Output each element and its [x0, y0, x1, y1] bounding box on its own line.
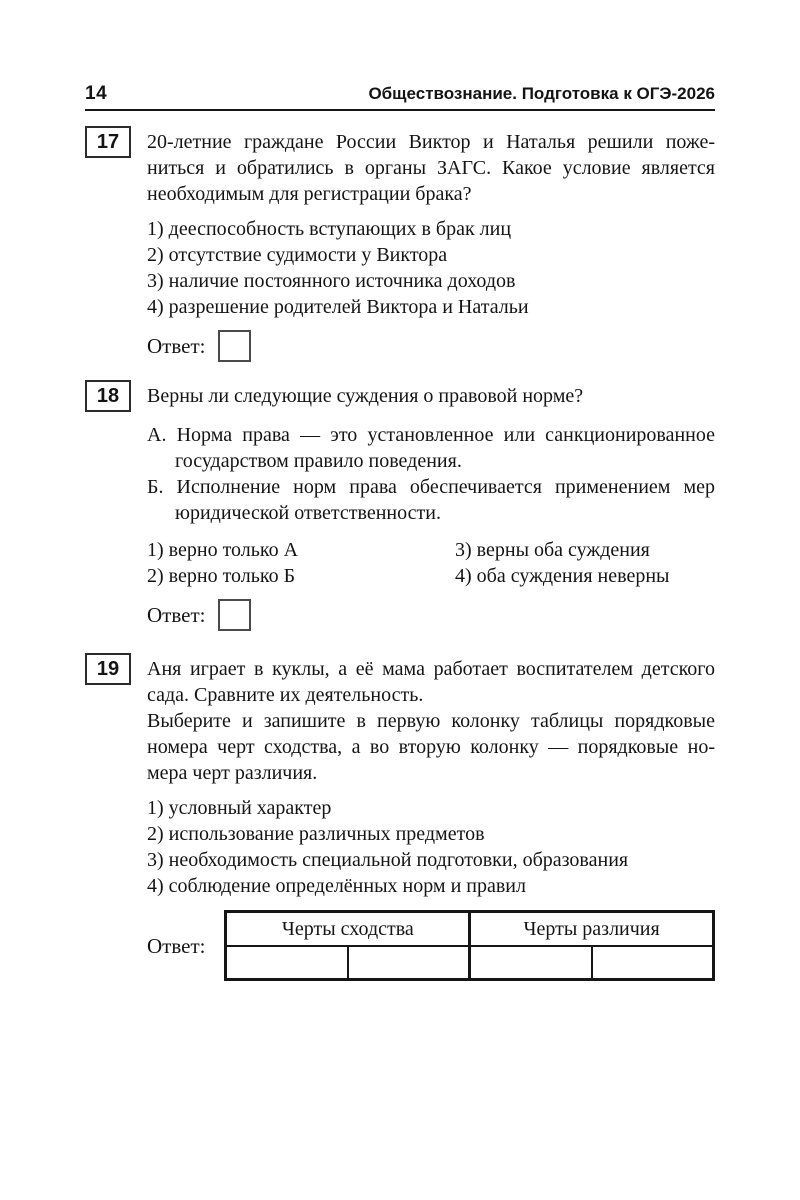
question-18-text [147, 383, 715, 409]
page-number: 14 [85, 83, 108, 104]
question-17-answer-box[interactable] [218, 330, 251, 362]
question-17-text-line: ниться и обратились в органы ЗАГС. Какое условие является [147, 157, 715, 179]
similarity-header: Черты сходства [226, 912, 470, 947]
question-18-option-1: 1) верно только А [147, 539, 299, 561]
running-title: Обществознание. Подготовка к ОГЭ-2026 [368, 84, 715, 103]
question-19-text-line: Аня играет в куклы, а её мама работает воспитателем детского [147, 658, 715, 680]
question-18-option-3: 3) верны оба суждения [455, 539, 650, 561]
question-17-text-line: необходимым для регистрации брака? [147, 183, 472, 205]
question-19-answer-row [147, 910, 715, 981]
question-17-text [147, 129, 715, 207]
question-17-number-box [85, 126, 131, 158]
comparison-table [224, 910, 715, 981]
comparison-table-header-row [226, 912, 714, 947]
question-17 [85, 126, 715, 362]
question-17-text-line: 20-летние граждане России Виктор и Наталья решили поже- [147, 131, 715, 153]
question-18-number: 18 [96, 384, 120, 407]
question-19-number: 19 [96, 657, 120, 680]
page-header [85, 84, 715, 111]
question-17-answer-row [147, 330, 715, 362]
question-18 [85, 380, 715, 631]
question-18-text-line: Верны ли следующие суждения о правовой норме? [147, 385, 584, 407]
statement-b-line: Б. Исполнение норм права обеспечивается применением мер [147, 476, 715, 498]
question-18-number-box [85, 380, 131, 412]
question-19-option-3: 3) необходимость специальной подготовки, образования [147, 849, 629, 871]
question-18-option-4: 4) оба суждения неверны [455, 565, 670, 587]
question-18-answer-label: Ответ: [147, 603, 206, 627]
difference-cell-2[interactable] [592, 946, 714, 980]
question-19-option-2: 2) использование различных предметов [147, 823, 485, 845]
question-18-answer-box[interactable] [218, 599, 251, 631]
statement-a-line: государством правило поведения. [175, 450, 462, 472]
question-19-text-line: номера черт сходства, а во вторую колонку — порядковые но- [147, 736, 715, 758]
statement-b-line: юридической ответственности. [175, 502, 441, 524]
question-18-statements [147, 422, 715, 526]
question-19-number-box [85, 653, 131, 685]
statement-a-line: А. Норма права — это установленное или санкционированное [147, 424, 715, 446]
question-17-option-2: 2) отсутствие судимости у Виктора [147, 244, 448, 266]
similarity-cell-1[interactable] [226, 946, 348, 980]
question-17-option-3: 3) наличие постоянного источника доходов [147, 270, 516, 292]
question-19-options [147, 795, 715, 899]
question-17-option-1: 1) дееспособность вступающих в брак лиц [147, 218, 512, 240]
question-19-body [147, 653, 715, 981]
comparison-table-answer-row [226, 946, 714, 980]
question-17-number: 17 [96, 130, 120, 153]
question-19-option-4: 4) соблюдение определённых норм и правил [147, 875, 526, 897]
question-19-option-1: 1) условный характер [147, 797, 332, 819]
question-19-text-line: Выберите и запишите в первую колонку таблицы порядковые [147, 710, 715, 732]
difference-header: Черты различия [470, 912, 714, 947]
question-18-body [147, 380, 715, 631]
similarity-cell-2[interactable] [348, 946, 470, 980]
question-18-option-2: 2) верно только Б [147, 565, 296, 587]
question-19-answer-label: Ответ: [147, 933, 206, 958]
question-18-answer-row [147, 599, 715, 631]
difference-cell-1[interactable] [470, 946, 592, 980]
question-19-text-line: сада. Сравните их деятельность. [147, 684, 424, 706]
question-19-text [147, 656, 715, 786]
question-17-answer-label: Ответ: [147, 334, 206, 358]
question-19-text-line: мера черт различия. [147, 762, 318, 784]
question-17-options [147, 216, 715, 320]
question-17-option-4: 4) разрешение родителей Виктора и Натальи [147, 296, 529, 318]
question-19 [85, 653, 715, 981]
question-17-body [147, 126, 715, 362]
question-18-options [147, 537, 715, 589]
